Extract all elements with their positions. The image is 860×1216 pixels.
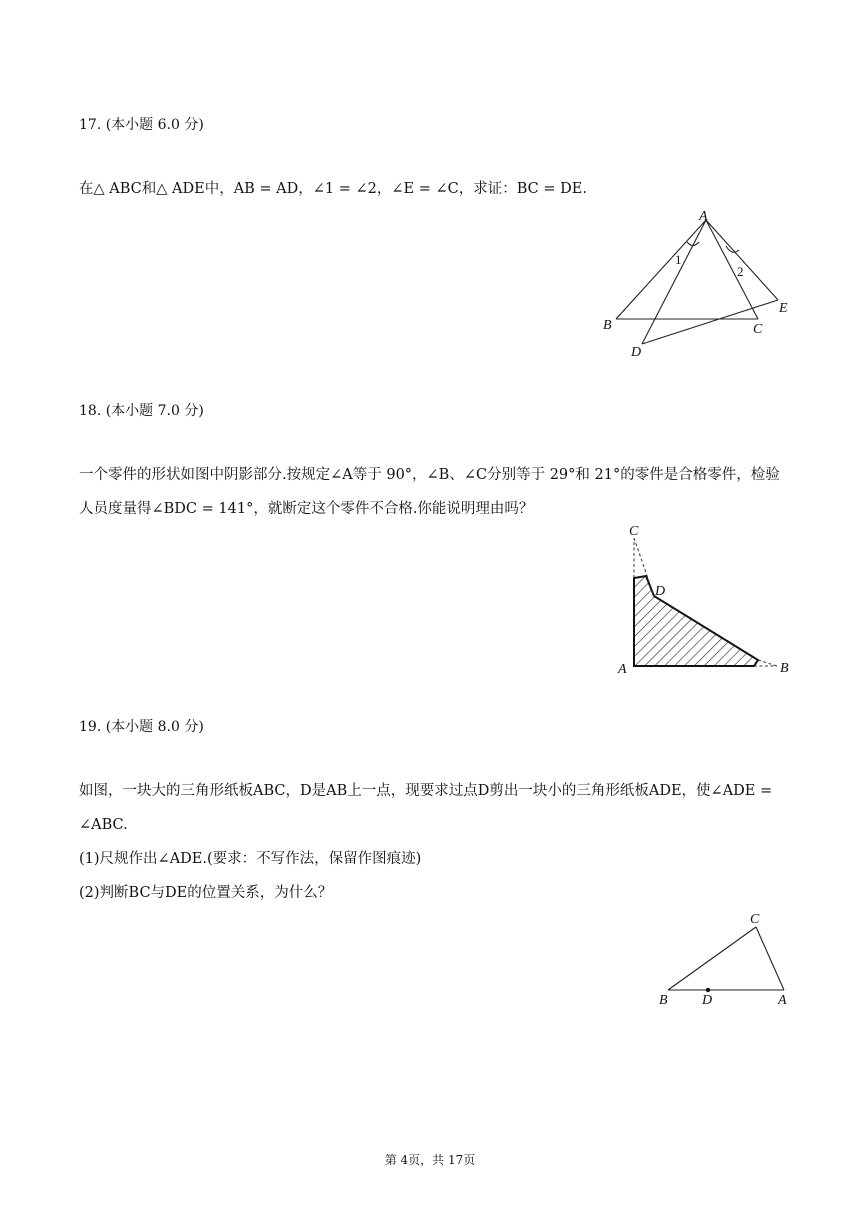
q19-label-d: D xyxy=(702,993,713,1008)
q19-label-c: C xyxy=(750,912,760,927)
q18-figure xyxy=(612,520,798,680)
q17-text: 在△ ABC和△ ADE中，AB = AD，∠1 = ∠2，∠E = ∠C，求证：BC = DE. xyxy=(79,181,587,197)
q18-label-c: C xyxy=(629,524,639,539)
q18-label-a: A xyxy=(618,662,627,677)
q19-line1: 如图，一块大的三角形纸板ABC，D是AB上一点，现要求过点D剪出一块小的三角形纸板ADE，使∠ADE = xyxy=(79,783,773,799)
q18-line1: 一个零件的形状如图中阴影部分.按规定∠A等于 90°，∠B、∠C分别等于 29°和 21°的零件是合格零件，检验 xyxy=(79,467,780,483)
q18-heading: 18. (本小题 7.0 分) xyxy=(79,403,204,419)
q17-label-d: D xyxy=(631,345,642,360)
q19-label-a: A xyxy=(778,993,787,1008)
q19-item2: (2)判断BC与DE的位置关系，为什么？ xyxy=(79,885,333,901)
q19-line2: ∠ABC. xyxy=(79,817,128,833)
q17-label-e: E xyxy=(779,301,788,316)
q17-heading: 17. (本小题 6.0 分) xyxy=(79,117,204,133)
q17-label-c: C xyxy=(753,322,763,337)
q19-item1: (1)尺规作出∠ADE.(要求：不写作法，保留作图痕迹) xyxy=(79,851,422,867)
q18-shaded-part xyxy=(634,576,758,666)
q18-label-d: D xyxy=(655,584,666,599)
q18-line2: 人员度量得∠BDC = 141°，就断定这个零件不合格.你能说明理由吗？ xyxy=(79,501,534,517)
q18-label-b: B xyxy=(780,661,789,676)
q17-angle-2: 2 xyxy=(737,264,744,279)
q19-figure xyxy=(652,906,798,1012)
q19-label-b: B xyxy=(659,993,668,1008)
page-footer: 第 4页，共 17页 xyxy=(384,1153,476,1167)
q17-label-b: B xyxy=(603,318,612,333)
q19-heading: 19. (本小题 8.0 分) xyxy=(79,719,204,735)
q17-figure xyxy=(596,204,796,360)
q19-point-d xyxy=(706,988,710,992)
q17-label-a: A xyxy=(699,209,708,224)
q17-angle-1: 1 xyxy=(675,252,682,267)
